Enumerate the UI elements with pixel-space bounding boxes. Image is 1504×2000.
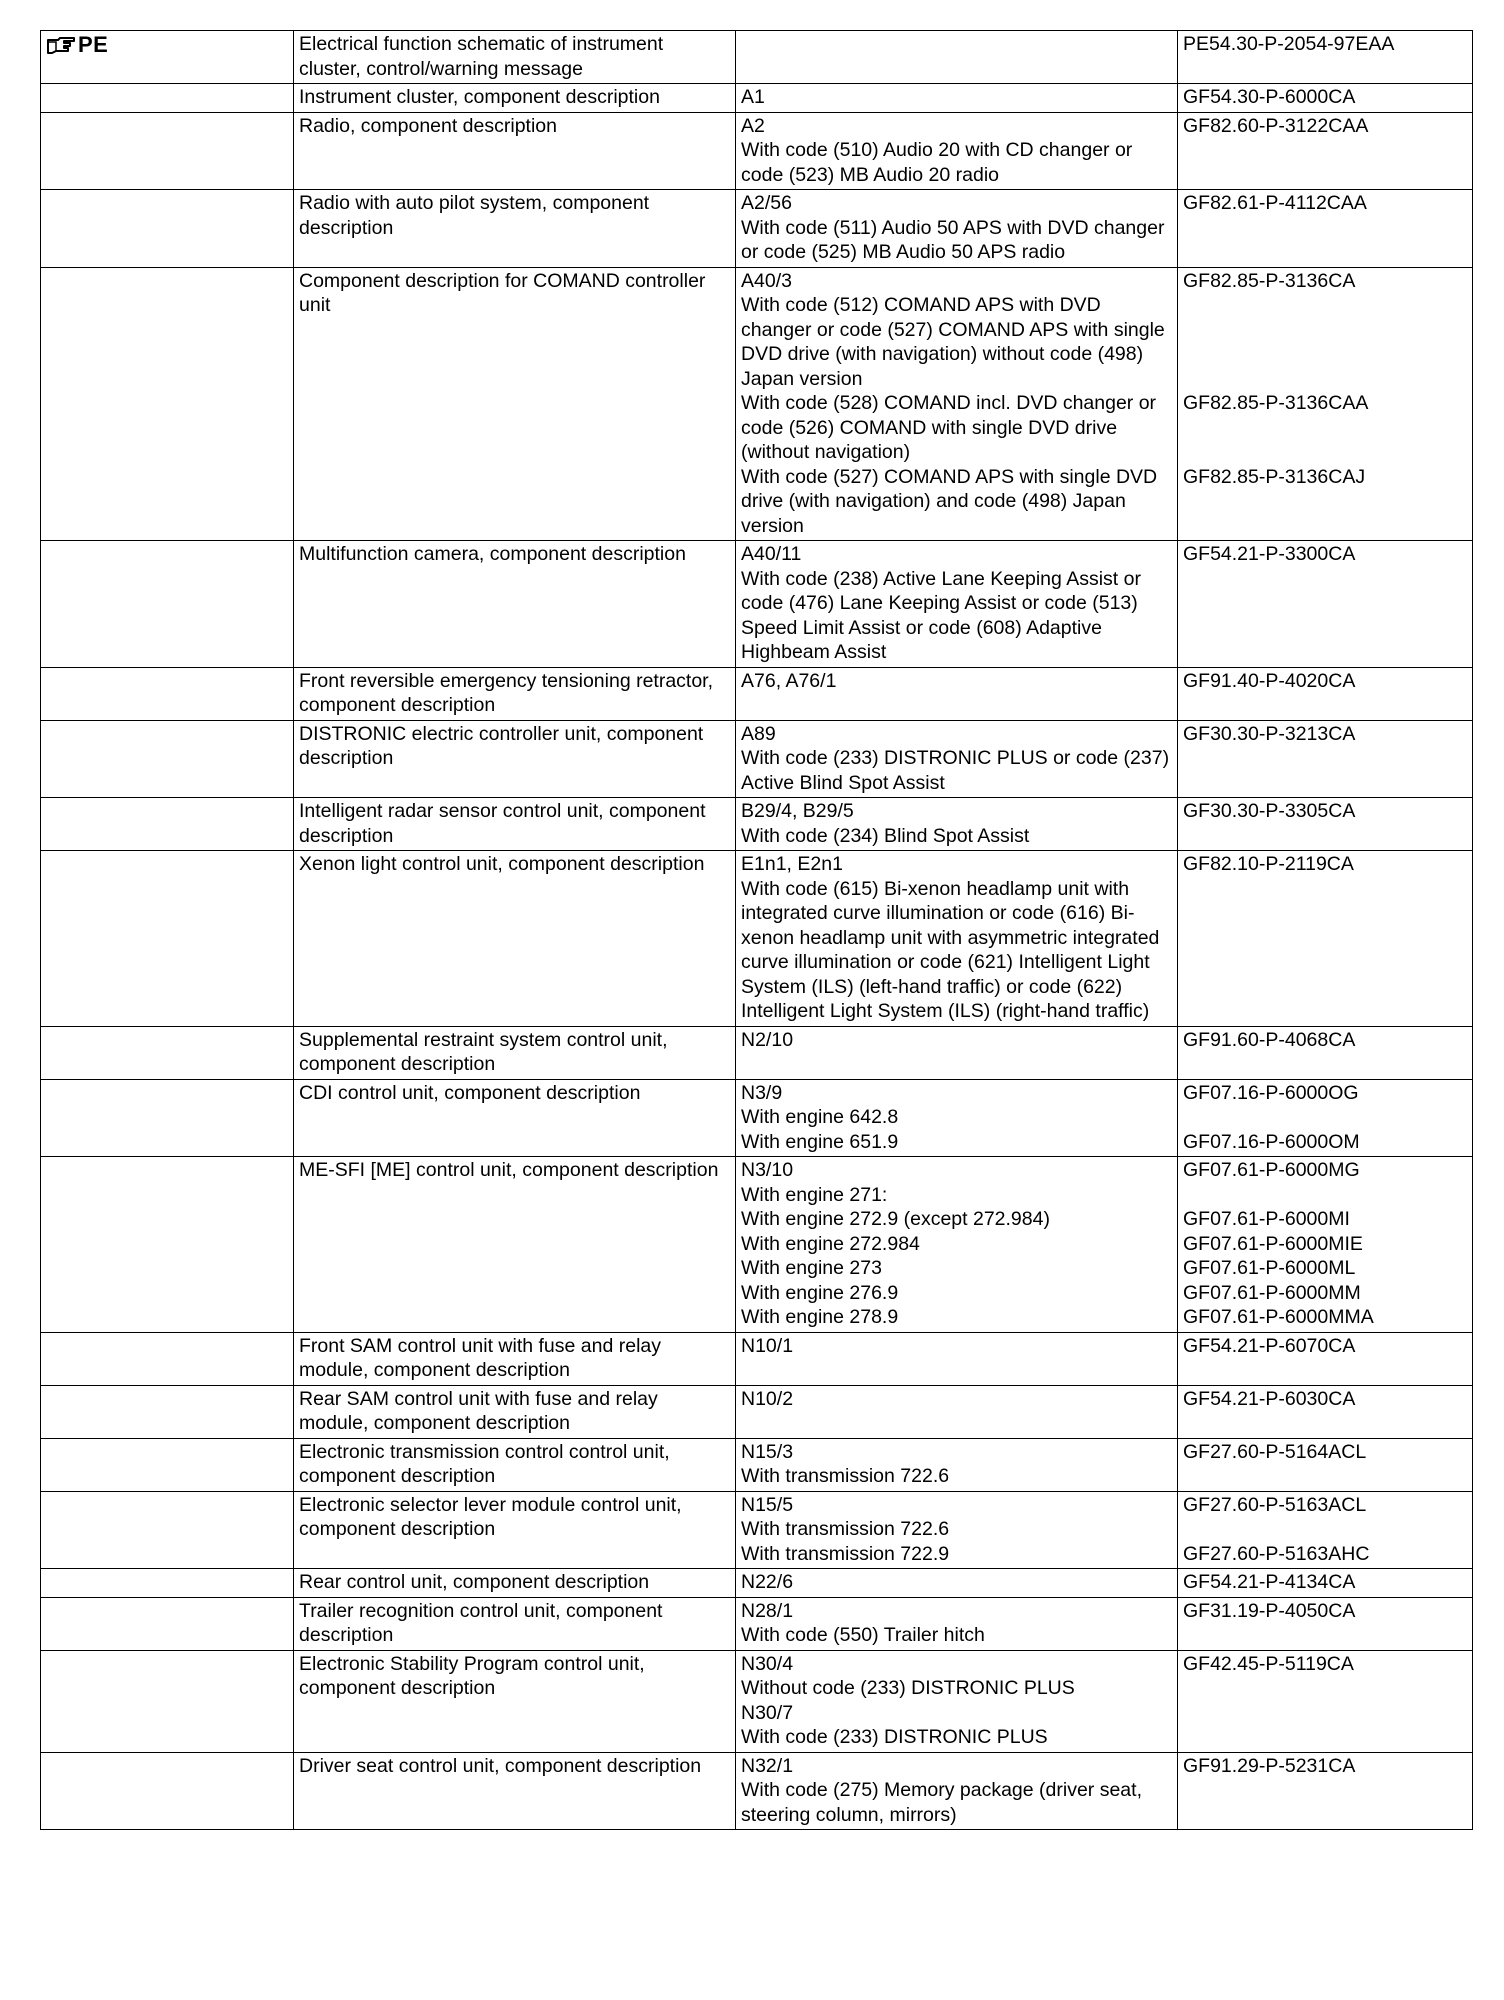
reference-cell [1178, 267, 1473, 541]
description-cell: Intelligent radar sensor control unit, component description [294, 798, 736, 851]
table-row [41, 1385, 1473, 1438]
component-cell [736, 1026, 1178, 1079]
component-code: A89 [741, 722, 776, 745]
description-cell: Component description for COMAND controller unit [294, 267, 736, 541]
component-condition: With code (527) COMAND APS with single DVD drive (with navigation) and code (498) Japan version [741, 465, 1158, 537]
component-cell [736, 1438, 1178, 1491]
document-reference-link[interactable]: GF91.29-P-5231CA [1183, 1754, 1356, 1777]
reference-cell [1178, 1079, 1473, 1157]
marker-cell [41, 190, 294, 268]
component-condition: With code (528) COMAND incl. DVD changer or code (526) COMAND with single DVD drive (without navigation) [741, 392, 1157, 463]
description-cell: Rear control unit, component description [294, 1569, 736, 1598]
document-reference-link[interactable]: GF54.21-P-4134CA [1183, 1571, 1356, 1593]
table-row [41, 1752, 1473, 1830]
reference-cell [1178, 1026, 1473, 1079]
component-condition: With code (512) COMAND APS with DVD changer or code (527) COMAND APS with single DVD drive (with navigation) without code (498) Japan version [741, 294, 1165, 390]
table-row [41, 1438, 1473, 1491]
component-code: A2 [741, 114, 765, 137]
document-reference-link[interactable]: GF82.10-P-2119CA [1183, 853, 1354, 875]
component-condition: With code (511) Audio 50 APS with DVD changer or code (525) MB Audio 50 APS radio [741, 216, 1165, 263]
component-code: A40/11 [741, 543, 802, 565]
marker-cell [41, 1157, 294, 1333]
component-cell [736, 112, 1178, 190]
component-condition: With code (238) Active Lane Keeping Assist or code (476) Lane Keeping Assist or code (513) Speed Limit Assist or code (608) Adaptive Highbeam Assist [741, 567, 1141, 663]
marker-cell [41, 1332, 294, 1385]
component-code: A40/3 [741, 269, 792, 292]
marker-cell [41, 267, 294, 541]
component-condition: With code (233) DISTRONIC PLUS [741, 1726, 1048, 1748]
component-code: B29/4, B29/5 [741, 800, 854, 822]
component-code: N22/6 [741, 1571, 794, 1593]
description-cell: DISTRONIC electric controller unit, component description [294, 720, 736, 798]
component-condition: With transmission 722.6 [741, 1465, 950, 1487]
marker-cell [41, 84, 294, 113]
document-reference-link[interactable]: GF07.61-P-6000MG [1183, 1159, 1360, 1181]
component-code: N30/4 [741, 1652, 794, 1675]
document-reference-link[interactable]: GF07.61-P-6000MI [1183, 1208, 1350, 1230]
component-code: N10/2 [741, 1387, 794, 1410]
component-cell [736, 84, 1178, 113]
reference-cell [1178, 720, 1473, 798]
table-row [41, 84, 1473, 113]
component-code: A2/56 [741, 192, 792, 214]
reference-cell [1178, 1650, 1473, 1752]
description-cell: Xenon light control unit, component description [294, 851, 736, 1027]
component-condition: With engine 642.8 [741, 1106, 899, 1128]
table-row [41, 1079, 1473, 1157]
description-cell: Radio with auto pilot system, component description [294, 190, 736, 268]
component-condition: With code (510) Audio 20 with CD changer or code (523) MB Audio 20 radio [741, 139, 1133, 186]
description-cell: Electronic selector lever module control unit, component description [294, 1491, 736, 1569]
component-cell [736, 1752, 1178, 1830]
component-code: N2/10 [741, 1028, 794, 1051]
component-cell [736, 1157, 1178, 1333]
component-code: N32/1 [741, 1754, 794, 1777]
table-row [41, 31, 1473, 84]
document-reference-link[interactable]: GF07.61-P-6000ML [1183, 1257, 1356, 1279]
description-cell: Front SAM control unit with fuse and relay module, component description [294, 1332, 736, 1385]
marker-cell [41, 31, 294, 84]
marker-cell [41, 1026, 294, 1079]
document-reference-link[interactable]: GF82.85-P-3136CAJ [1183, 465, 1366, 488]
component-condition: With engine 278.9 [741, 1306, 899, 1328]
component-condition: With engine 271: [741, 1183, 888, 1206]
component-cell [736, 267, 1178, 541]
component-code: E1n1, E2n1 [741, 853, 843, 875]
table-row [41, 112, 1473, 190]
description-cell: Rear SAM control unit with fuse and relay module, component description [294, 1385, 736, 1438]
component-code: N3/9 [741, 1081, 783, 1104]
marker-cell [41, 1752, 294, 1830]
description-cell: Multifunction camera, component description [294, 541, 736, 668]
reference-table [40, 30, 1473, 1830]
table-row [41, 1157, 1473, 1333]
component-condition: N30/7 [741, 1701, 794, 1724]
component-condition: With transmission 722.9 [741, 1542, 950, 1565]
component-code: N15/3 [741, 1440, 794, 1463]
reference-cell [1178, 798, 1473, 851]
component-cell [736, 1079, 1178, 1157]
description-cell: Instrument cluster, component description [294, 84, 736, 113]
document-reference-link[interactable]: GF07.16-P-6000OG [1183, 1081, 1359, 1104]
component-cell [736, 1650, 1178, 1752]
marker-cell [41, 1597, 294, 1650]
document-reference-link[interactable]: PE54.30-P-2054-97EAA [1183, 33, 1395, 55]
component-cell [736, 667, 1178, 720]
component-condition: Without code (233) DISTRONIC PLUS [741, 1677, 1075, 1699]
document-reference-link[interactable]: GF54.21-P-6030CA [1183, 1387, 1356, 1410]
document-reference-link[interactable]: GF82.85-P-3136CAA [1183, 392, 1369, 414]
reference-cell [1178, 1752, 1473, 1830]
table-row [41, 267, 1473, 541]
component-condition: With code (233) DISTRONIC PLUS or code (237) Active Blind Spot Assist [741, 747, 1170, 794]
table-row [41, 798, 1473, 851]
marker-cell [41, 541, 294, 668]
description-cell: Front reversible emergency tensioning retractor, component description [294, 667, 736, 720]
description-cell: Electrical function schematic of instrument cluster, control/warning message [294, 31, 736, 84]
marker-cell [41, 1385, 294, 1438]
component-cell [736, 851, 1178, 1027]
marker-cell [41, 851, 294, 1027]
table-row [41, 1569, 1473, 1598]
table-row [41, 851, 1473, 1027]
marker-cell [41, 798, 294, 851]
description-cell: Driver seat control unit, component description [294, 1752, 736, 1830]
component-condition: With code (615) Bi-xenon headlamp unit with integrated curve illumination or code (616) Bi-xenon headlamp unit with asymmetric integrated curve illumination or code (621) Intelligent Light System (ILS) (left-hand traffic) or code (622) Intelligent Light System (ILS) (right-hand traffic) [741, 877, 1160, 1022]
document-reference-link[interactable]: GF82.85-P-3136CA [1183, 269, 1356, 292]
document-reference-link[interactable]: GF07.16-P-6000OM [1183, 1130, 1360, 1153]
document-reference-link[interactable]: GF82.61-P-4112CAA [1183, 192, 1367, 214]
marker-cell [41, 1438, 294, 1491]
table-body [41, 31, 1473, 1830]
component-code: N10/1 [741, 1334, 794, 1357]
table-row [41, 1026, 1473, 1079]
document-reference-link[interactable]: GF27.60-P-5163AHC [1183, 1542, 1370, 1565]
component-condition: With engine 273 [741, 1257, 882, 1279]
component-cell [736, 1385, 1178, 1438]
component-condition: With code (550) Trailer hitch [741, 1624, 985, 1646]
table-row [41, 541, 1473, 668]
description-cell: Electronic Stability Program control unit, component description [294, 1650, 736, 1752]
document-reference-link[interactable]: GF30.30-P-3305CA [1183, 800, 1356, 822]
document-reference-link[interactable]: GF07.61-P-6000MMA [1183, 1306, 1374, 1328]
component-cell [736, 720, 1178, 798]
component-cell [736, 541, 1178, 668]
reference-cell [1178, 112, 1473, 190]
marker-cell [41, 720, 294, 798]
component-cell [736, 190, 1178, 268]
component-code: N28/1 [741, 1599, 794, 1622]
reference-cell [1178, 1569, 1473, 1598]
document-reference-link[interactable]: GF27.60-P-5163ACL [1183, 1493, 1367, 1516]
reference-cell [1178, 851, 1473, 1027]
description-cell: Radio, component description [294, 112, 736, 190]
table-row [41, 667, 1473, 720]
marker-cell [41, 1491, 294, 1569]
marker-cell [41, 667, 294, 720]
document-reference-link[interactable]: GF82.60-P-3122CAA [1183, 114, 1369, 137]
document-reference-link[interactable]: GF31.19-P-4050CA [1183, 1599, 1356, 1622]
description-cell: ME-SFI [ME] control unit, component description [294, 1157, 736, 1333]
marker-cell [41, 112, 294, 190]
table-row [41, 720, 1473, 798]
reference-cell [1178, 84, 1473, 113]
marker-cell [41, 1650, 294, 1752]
table-row [41, 190, 1473, 268]
table-row [41, 1332, 1473, 1385]
document-reference-link[interactable]: GF42.45-P-5119CA [1183, 1652, 1354, 1675]
document-reference-link[interactable]: GF91.60-P-4068CA [1183, 1028, 1356, 1051]
reference-cell [1178, 1332, 1473, 1385]
document-reference-link[interactable]: GF54.21-P-3300CA [1183, 543, 1356, 565]
table-row [41, 1650, 1473, 1752]
description-cell: Supplemental restraint system control unit, component description [294, 1026, 736, 1079]
reference-cell [1178, 31, 1473, 84]
reference-cell [1178, 541, 1473, 668]
reference-cell [1178, 1438, 1473, 1491]
component-cell [736, 1569, 1178, 1598]
component-code: A1 [741, 86, 765, 108]
document-reference-link[interactable]: GF30.30-P-3213CA [1183, 722, 1356, 745]
component-condition: With code (275) Memory package (driver seat, steering column, mirrors) [741, 1779, 1142, 1826]
table-row [41, 1597, 1473, 1650]
component-cell [736, 1597, 1178, 1650]
component-condition: With code (234) Blind Spot Assist [741, 824, 1030, 847]
document-reference-link[interactable]: GF07.61-P-6000MM [1183, 1281, 1361, 1304]
reference-cell [1178, 190, 1473, 268]
component-condition: With engine 272.9 (except 272.984) [741, 1208, 1050, 1230]
description-cell: Electronic transmission control control unit, component description [294, 1438, 736, 1491]
document-reference-link[interactable]: GF27.60-P-5164ACL [1183, 1440, 1367, 1463]
description-cell: Trailer recognition control unit, component description [294, 1597, 736, 1650]
document-reference-link[interactable]: GF54.21-P-6070CA [1183, 1334, 1356, 1357]
component-cell [736, 1491, 1178, 1569]
reference-cell [1178, 1491, 1473, 1569]
table-row [41, 1491, 1473, 1569]
component-code: N3/10 [741, 1159, 794, 1181]
component-condition: With engine 276.9 [741, 1281, 899, 1304]
component-cell [736, 1332, 1178, 1385]
component-cell [736, 31, 1178, 84]
document-reference-link[interactable]: GF54.30-P-6000CA [1183, 86, 1356, 108]
marker-cell [41, 1569, 294, 1598]
component-condition: With engine 272.984 [741, 1232, 920, 1255]
reference-cell [1178, 1385, 1473, 1438]
document-reference-link[interactable]: GF07.61-P-6000MIE [1183, 1232, 1363, 1255]
component-condition: With transmission 722.6 [741, 1518, 950, 1540]
pointing-hand-icon [46, 35, 76, 55]
reference-cell [1178, 1157, 1473, 1333]
description-cell: CDI control unit, component description [294, 1079, 736, 1157]
component-condition: With engine 651.9 [741, 1130, 899, 1153]
component-code: N15/5 [741, 1493, 794, 1516]
marker-cell [41, 1079, 294, 1157]
document-reference-link[interactable]: GF91.40-P-4020CA [1183, 669, 1356, 692]
component-code: A76, A76/1 [741, 669, 837, 692]
marker-label: PE [78, 32, 109, 57]
reference-cell [1178, 1597, 1473, 1650]
reference-cell [1178, 667, 1473, 720]
component-cell [736, 798, 1178, 851]
